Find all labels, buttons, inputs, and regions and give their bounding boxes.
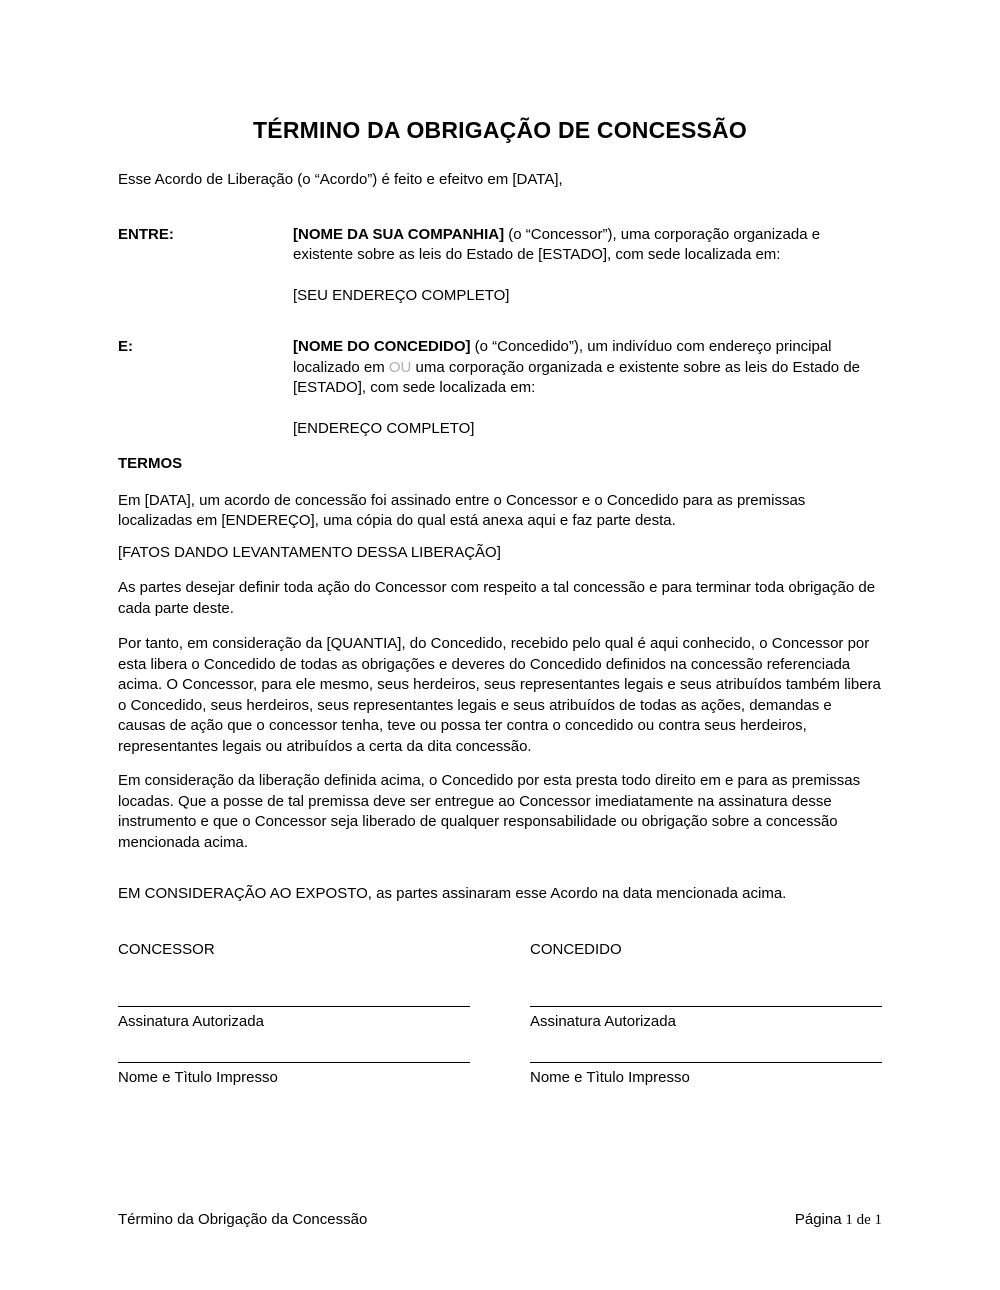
signature-label-grantee: Assinatura Autorizada — [530, 1013, 676, 1030]
party-address-grantor: [SEU ENDEREÇO COMPLETO] — [293, 286, 510, 304]
printed-name-label-grantee: Nome e Tìtulo Impresso — [530, 1068, 690, 1086]
terms-paragraph-4: Por tanto, em consideração da [QUANTIA], do Concedido, recebido pelo qual é aqui conhecido, o Concessor por esta libera o Concedido de todas as obrigações e deveres do Concedido definidos na concessão referenciada acima. O Concessor, para ele mesmo, seus herdeiros, seus representantes legais e seus atribuídos também libera o Concedido, seus herdeiros, seus representantes legais e seus atribuídos de todas as ações, demandas e causas de ação que o concessor tenha, teve ou possa ter contra o concedido ou contra seus herdeiros, representantes legais ou atribuídos a certa da dita concessão. — [118, 635, 881, 755]
party-block-grantor — [118, 225, 882, 307]
party-text-grantor: (o “Concessor”), uma corporação organizada e existente sobre as leis do Estado de [ESTADO], com sede localizada em: — [293, 225, 821, 263]
footer-document-name: Término da Obrigação da Concessão — [118, 1211, 368, 1228]
party-description-grantee — [293, 337, 882, 399]
terms-heading: TERMOS — [118, 455, 183, 472]
or-word: OU — [388, 358, 412, 376]
signature-label-grantor: Assinatura Autorizada — [118, 1013, 264, 1030]
party-address-grantee: [ENDEREÇO COMPLETO] — [293, 419, 475, 437]
printed-name-label-grantor: Nome e Tìtulo Impresso — [118, 1068, 278, 1086]
printed-name-line-grantee — [530, 1062, 882, 1089]
terms-paragraph-2: [FATOS DANDO LEVANTAMENTO DESSA LIBERAÇÃO] — [118, 543, 501, 561]
signature-column-grantor — [118, 940, 470, 1089]
signature-column-grantee — [530, 940, 882, 1089]
footer-page-value: 1 de 1 — [841, 1212, 882, 1228]
signature-party-grantee: CONCEDIDO — [530, 940, 622, 958]
party-name-placeholder-grantor: [NOME DA SUA COMPANHIA] — [293, 225, 505, 243]
terms-paragraph-1: Em [DATA], um acordo de concessão foi assinado entre o Concessor e o Concedido para as premissas localizadas em [ENDEREÇO], uma cópia do qual está anexa aqui e faz parte desta. — [118, 491, 806, 529]
party-body-grantor — [293, 225, 882, 307]
footer-page-number — [795, 1210, 882, 1231]
party-label-entre: ENTRE: — [118, 225, 174, 243]
document-title: TÉRMINO DA OBRIGAÇÃO DE CONCESSÃO — [253, 117, 747, 143]
terms-paragraph-3: As partes desejar definir toda ação do Concessor com respeito a tal concessão e para terminar toda obrigação de cada parte deste. — [118, 579, 876, 617]
party-description-grantor — [293, 225, 882, 266]
terms-paragraph-5: Em consideração da liberação definida acima, o Concedido por esta presta todo direito em e para as premissas locadas. Que a posse de tal premissa deve ser entregue ao Concessor imediatamente na assinatura desse instrumento e que o Concessor seja liberado de qualquer responsabilidade ou obrigação sobre a concessão mencionada acima. — [118, 772, 861, 851]
party-block-grantee — [118, 337, 882, 439]
party-text-grantee-after-or: uma corporação organizada e existente sobre as leis do Estado de [ESTADO], com sede localizada em: — [293, 358, 860, 396]
signature-line-grantee — [530, 1006, 882, 1033]
party-body-grantee — [293, 337, 882, 439]
intro-paragraph: Esse Acordo de Liberação (o “Acordo”) é feito e efeitvo em [DATA], — [118, 171, 563, 188]
closing-statement: EM CONSIDERAÇÃO AO EXPOSTO, as partes assinaram esse Acordo na data mencionada acima. — [118, 885, 787, 902]
page-footer — [118, 1210, 882, 1231]
party-text-grantee-before-or: (o “Concedido”), um indivíduo com endereço principal localizado em — [293, 338, 832, 376]
party-label-e: E: — [118, 338, 133, 355]
footer-page-word: Página — [794, 1211, 842, 1228]
signature-section — [118, 940, 882, 1089]
signature-party-grantor: CONCESSOR — [118, 940, 215, 958]
party-name-placeholder-grantee: [NOME DO CONCEDIDO] — [293, 338, 471, 355]
signature-line-grantor — [118, 1006, 470, 1033]
printed-name-line-grantor — [118, 1062, 470, 1089]
